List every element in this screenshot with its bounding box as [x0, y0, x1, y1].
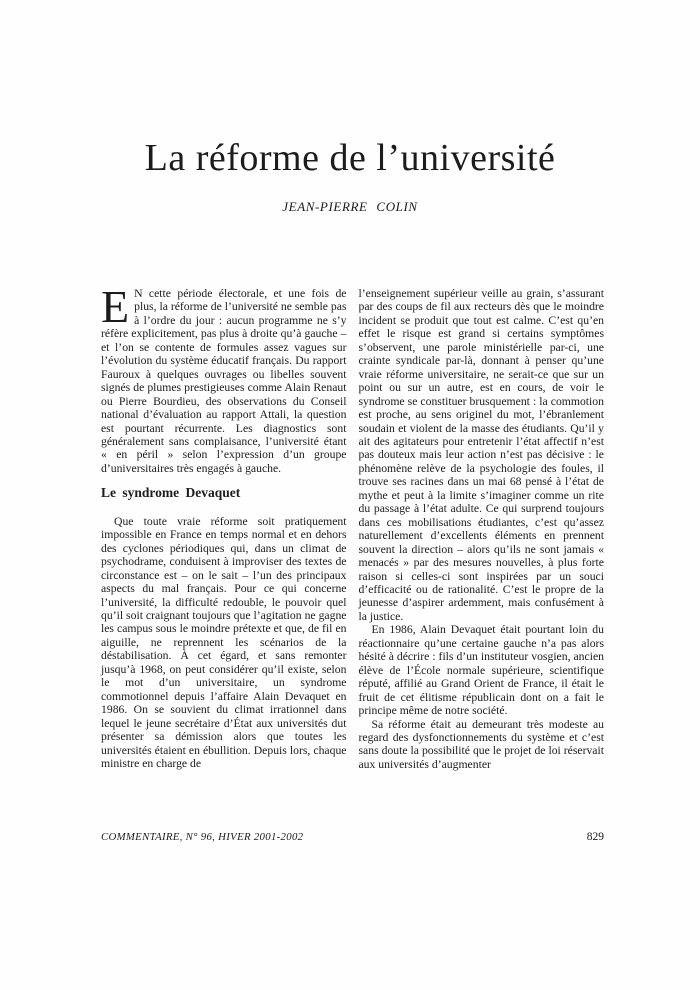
article-body — [101, 281, 604, 771]
page-footer — [101, 831, 604, 843]
article-author: JEAN-PIERRE COLIN — [282, 199, 418, 214]
intro-paragraph-text: N cette période électorale, et une fois de plus, la réforme de l’université ne semble pas à l’ordre du jour : aucun programme ne s’y réfère explicitement, pas plus à droite qu’à gauche – et l’on se contente de formules assez vagues sur l’évolution du système éducatif français. Du rapport Fauroux à quelques ouvrages ou libelles souvent signés de plumes prestigieuses comme Alain Renaut ou Pierre Bourdieu, des observations du Conseil national d’évaluation au rapport Attali, la question est pourtant récurrente. Les diagnostics sont généralement sans complaisance, l’université étant « en péril » selon l’expression d’un groupe d’universitaires très engagés à gauche. — [101, 287, 347, 475]
paragraph-continuation: l’enseignement supérieur veille au grain, s’assurant par des coups de fil aux recteurs dès que le moindre incident se produit que tout est calme. C’est qu’en effet le risque est grand si certains symptômes s’observent, une parole ministérielle par-ci, une crainte syndicale par-là, donnant à penser qu’une vraie réforme universitaire, ne serait-ce que sur un point ou sur un autre, est en cours, de voir le syndrome se constituer brusquement : la commotion est proche, au sens originel du mot, l’ébranlement soudain et violent de la masse des étudiants. Qu’il y ait des agitateurs pour entretenir l’état affectif n’est pas douteux mais leur action n’est pas décisive : le phénomène relève de la psychologie des foules, il trouve ses racines dans un mai 68 pensé à l’état de mythe et peut à la limite s’imaginer comme un rite du passage à l’état adulte. Ce qui surprend toujours dans ces mobilisations étudiantes, c’est qu’assez naturellement d’excellents éléments en prennent souvent la direction – alors qu’ils ne sont jamais « menacés » par des mesures nouvelles, à plus forte raison si celles-ci sont inspirées par un souci d’efficacité ou de rationalité. C’est le propre de la jeunesse d’aspirer ardemment, mais confusément à la justice. — [358, 287, 604, 623]
page-number: 829 — [586, 831, 604, 843]
drop-cap: E — [101, 281, 130, 332]
paragraph: En 1986, Alain Devaquet était pourtant loin du réactionnaire qu’une certaine gauche n’a pas alors hésité à décrire : fils d’un instituteur vosgien, ancien élève de l’École normale supérieure, scientifique réputé, affilié au Grand Orient de France, il était le fruit de cet élitisme républicain dont on a fait le principe même de notre société. — [358, 623, 604, 718]
article-title: La réforme de l’université — [144, 137, 556, 179]
paragraph: Sa réforme était au demeurant très modeste au regard des dysfonctionnements du système et c’est sans doute la possibilité que le projet de loi réservait aux universités d’augmenter — [358, 717, 604, 771]
paragraph: Que toute vraie réforme soit pratiquement impossible en France en temps normal et en dehors des cyclones périodiques qui, dans un climat de psychodrame, conduisent à improviser des textes de circonstance est – on le sait – l’un des principaux aspects du mal français. Pour ce qui concerne l’université, la difficulté redouble, le pouvoir quel qu’il soit craignant toujours que l’agitation ne gagne les campus sous le moindre prétexte et que, de fil en aiguille, ne reprennent les scénarios de la déstabilisation. À cet égard, et sans remonter jusqu’à 1968, on peut considérer qu’il existe, selon le mot d’un universitaire, un syndrome commotionnel depuis l’affaire Alain Devaquet en 1986. On se souvient du climat irrationnel dans lequel le jeune secrétaire d’État aux universités dut présenter sa démission alors que toutes les universités étaient en ébullition. Depuis lors, chaque ministre en charge de — [101, 514, 347, 770]
footer-journal-line: COMMENTAIRE, N° 96, HIVER 2001-2002 — [101, 831, 304, 843]
left-column — [101, 281, 347, 771]
intro-paragraph — [101, 281, 347, 475]
section-heading: Le syndrome Devaquet — [101, 485, 241, 501]
right-column — [359, 287, 605, 771]
